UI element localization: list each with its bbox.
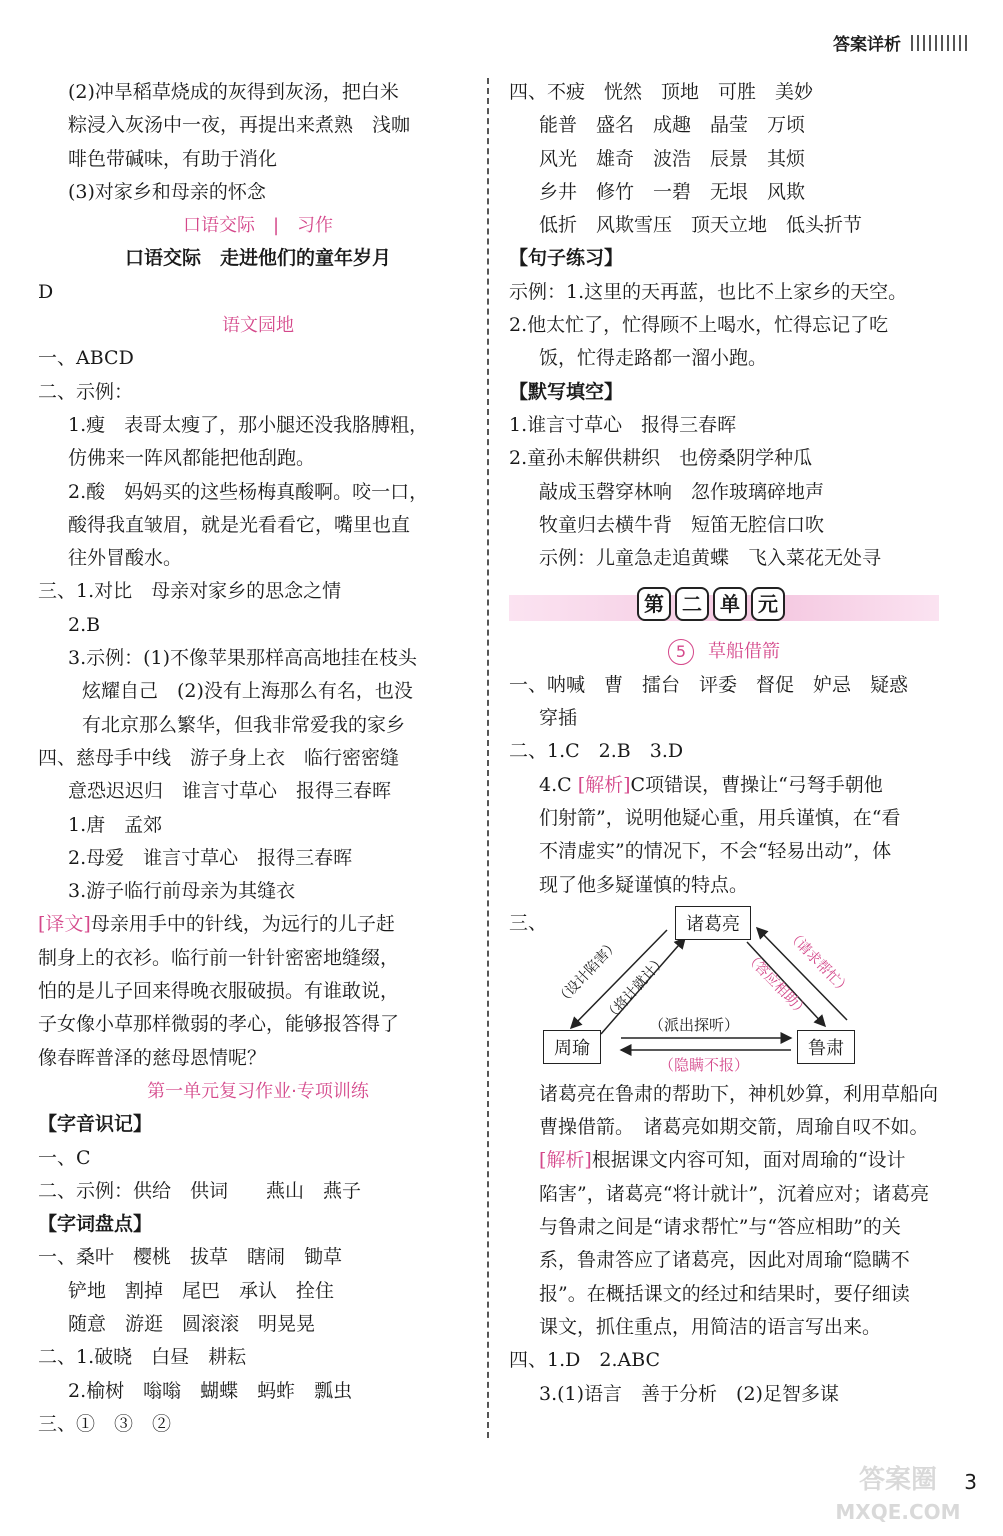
text-line: 能普 盛名 成趣 晶莹 万顷 — [539, 114, 806, 137]
text-line: 不清虚实”的情况下，不会“轻易出动”，体 — [539, 840, 892, 863]
analysis-line — [509, 1144, 939, 1177]
text-line: 一、呐喊 曹 擂台 评委 督促 妒忌 疑惑 — [509, 673, 909, 696]
edge-label: （将计就计） — [601, 951, 670, 1026]
text-line: 饭，忙得走路都一溜小跑。 — [539, 347, 768, 370]
text-line: 穿插 — [539, 707, 578, 730]
edge-label: （请求帮忙） — [783, 926, 854, 999]
text-line: 三、① ③ ② — [38, 1412, 172, 1435]
text-line: 3.示例：(1)不像苹果那样高高地挂在枝头 — [68, 647, 418, 670]
text-line: 乡井 修竹 一碧 无垠 风欺 — [539, 180, 806, 203]
lesson-heading — [509, 635, 939, 668]
translation-tag: [译文] — [38, 913, 91, 936]
text-line: 牧童归去横牛背 短笛无腔信口吹 — [539, 513, 825, 536]
text-line: 报”。在概括课文的经过和结果时，要仔细读 — [539, 1282, 910, 1305]
text-line: 一、桑叶 樱桃 拔草 瞎闹 锄草 — [38, 1246, 343, 1269]
text-line: 像春晖普泽的慈母恩情呢？ — [38, 1046, 267, 1069]
text-span: 4.C — [539, 773, 572, 796]
text-line: 2.榆树 嗡嗡 蝴蝶 蚂蚱 瓢虫 — [68, 1379, 353, 1402]
unit-char: 单 — [713, 587, 747, 621]
text-line: 敲成玉磬穿林响 忽作玻璃碎地声 — [539, 480, 825, 503]
watermark-text: 答案圈 — [858, 1465, 937, 1495]
text-line: 一、ABCD — [38, 347, 134, 370]
text-line: 风光 雄奇 波浩 辰景 其烦 — [539, 147, 806, 170]
text-line: 【默写填空】 — [509, 380, 624, 403]
column-divider — [487, 78, 489, 1438]
text-line: 三、1.对比 母亲对家乡的思念之情 — [38, 580, 342, 603]
text-line: 们射箭”，说明他疑心重，用兵谨慎，在“看 — [539, 806, 901, 829]
text-line: 铲地 割掉 尾巴 承认 拴住 — [68, 1279, 335, 1302]
edge-label: （设计陷害） — [553, 936, 623, 1009]
text-line: 2.B — [68, 613, 101, 636]
text-line: 1.唐 孟郊 — [68, 813, 163, 836]
analysis-line — [509, 769, 939, 802]
text-line: 子女像小草那样微弱的孝心，能够报答得了 — [38, 1013, 400, 1036]
section-subheading: 口语交际 走进他们的童年岁月 — [124, 247, 391, 270]
edge-label: （答应相助） — [741, 948, 812, 1021]
text-line: 示例：1.这里的天再蓝，也比不上家乡的天空。 — [509, 280, 908, 303]
relationship-diagram — [509, 902, 939, 1078]
text-line: (3)对家乡和母亲的怀念 — [68, 180, 266, 203]
unit-banner — [509, 581, 939, 631]
header-decoration — [911, 35, 969, 51]
text-line: 啡色带碱味，有助于消化 — [68, 147, 278, 170]
lesson-number: 5 — [668, 639, 694, 665]
header-title: 答案详析 — [833, 35, 901, 55]
unit-char: 第 — [637, 587, 671, 621]
text-line: 示例：儿童急走追黄蝶 飞入菜花无处寻 — [539, 547, 882, 570]
node-zhou-yu: 周瑜 — [543, 1030, 601, 1064]
text-line: 仿佛来一阵风都能把他刮跑。 — [68, 447, 316, 470]
translation-line — [38, 908, 478, 941]
text-line: 诸葛亮在鲁肃的帮助下，神机妙算，利用草船向 — [539, 1082, 939, 1105]
section-heading: 语文园地 — [222, 315, 294, 337]
text-line: 【字音识记】 — [38, 1113, 153, 1136]
diagram-label: 三、 — [509, 911, 548, 934]
text-line: 二、示例：供给 供词 燕山 燕子 — [38, 1179, 362, 1202]
edge-label: （隐瞒不报） — [659, 1055, 750, 1074]
unit-char: 元 — [751, 587, 785, 621]
text-line: 低折 风欺雪压 顶天立地 低头折节 — [539, 214, 863, 237]
text-line: 意恐迟迟归 谁言寸草心 报得三春晖 — [68, 780, 392, 803]
text-line: (2)冲旱稻草烧成的灰得到灰汤，把白米 — [68, 81, 399, 103]
text-line: 课文，抓住重点，用简洁的语言写出来。 — [539, 1315, 882, 1338]
watermark-domain: MXQE.COM — [835, 1500, 961, 1524]
text-line: 随意 游逛 圆滚滚 明晃晃 — [68, 1312, 316, 1335]
unit-char: 二 — [675, 587, 709, 621]
section-heading: 口语交际 | 习作 — [182, 215, 334, 237]
text-line: 3.游子临行前母亲为其缝衣 — [68, 880, 296, 903]
text-line: 二、示例： — [38, 380, 134, 403]
text-line: 【字词盘点】 — [38, 1213, 153, 1236]
text-line: 二、1.C 2.B 3.D — [509, 740, 684, 763]
text-line: 炫耀自己 (2)没有上海那么有名，也没 — [82, 680, 413, 703]
text-line: 3.(1)语言 善于分析 (2)足智多谋 — [539, 1382, 839, 1405]
text-line: 四、1.D 2.ABC — [509, 1349, 661, 1372]
text-line: 2.童孙未解供耕织 也傍桑阴学种瓜 — [509, 447, 813, 470]
edge-label: （派出探听） — [649, 1015, 740, 1034]
text-line: 四、不疲 恍然 顶地 可胜 美妙 — [509, 81, 814, 103]
text-line: 酸得我直皱眉，就是光看看它，嘴里也直 — [68, 513, 411, 536]
lesson-title: 草船借箭 — [708, 641, 780, 663]
text-line: 制身上的衣衫。临行前一针针密密地缝缀， — [38, 946, 400, 969]
section-heading: 第一单元复习作业·专项训练 — [147, 1080, 369, 1102]
text-line: 往外冒酸水。 — [68, 547, 183, 570]
text-line: 1.瘦 表哥太瘦了，那小腿还没我胳膊粗， — [68, 413, 429, 436]
text-line: 2.母爱 谁言寸草心 报得三春晖 — [68, 846, 353, 869]
text-line: 2.酸 妈妈买的这些杨梅真酸啊。咬一口， — [68, 480, 429, 503]
text-line: 【句子练习】 — [509, 247, 624, 270]
node-zhuge-liang: 诸葛亮 — [675, 906, 751, 940]
text-line: D — [38, 280, 54, 303]
text-line: 怕的是儿子回来得晚衣服破损。有谁敢说， — [38, 980, 400, 1003]
watermark-logo — [813, 1464, 983, 1532]
text-line: 有北京那么繁华，但我非常爱我的家乡 — [82, 713, 406, 736]
analysis-tag: [解析] — [577, 773, 631, 796]
text-line: 1.谁言寸草心 报得三春晖 — [509, 413, 737, 436]
text-line: 二、1.破晓 白昼 耕耘 — [38, 1346, 247, 1369]
unit-title — [637, 587, 785, 621]
text-span: 母亲用手中的针线，为远行的儿子赶 — [90, 913, 395, 936]
left-column — [38, 76, 478, 1441]
text-line: 四、慈母手中线 游子身上衣 临行密密缝 — [38, 746, 400, 769]
analysis-tag: [解析] — [539, 1149, 592, 1172]
text-span: C项错误，曹操让“弓弩手朝他 — [630, 773, 883, 796]
text-line: 曹操借箭。 诸葛亮如期交箭，周瑜自叹不如。 — [539, 1116, 929, 1139]
text-line: 陷害”，诸葛亮“将计就计”，沉着应对；诸葛亮 — [539, 1182, 930, 1205]
text-line: 2.他太忙了，忙得顾不上喝水，忙得忘记了吃 — [509, 314, 889, 337]
text-span: 根据课文内容可知，面对周瑜的“设计 — [591, 1149, 906, 1172]
text-line: 现了他多疑谨慎的特点。 — [539, 873, 749, 896]
node-lu-su: 鲁肃 — [797, 1030, 855, 1064]
page-number: 3 — [964, 1470, 977, 1494]
text-line: 粽浸入灰汤中一夜，再提出来煮熟 浅咖 — [68, 114, 411, 137]
text-line: 系，鲁肃答应了诸葛亮，因此对周瑜“隐瞒不 — [539, 1249, 910, 1272]
text-line: 一、C — [38, 1146, 91, 1169]
right-column — [509, 76, 939, 1411]
text-line: 与鲁肃之间是“请求帮忙”与“答应相助”的关 — [539, 1216, 901, 1239]
page-header — [833, 30, 969, 55]
